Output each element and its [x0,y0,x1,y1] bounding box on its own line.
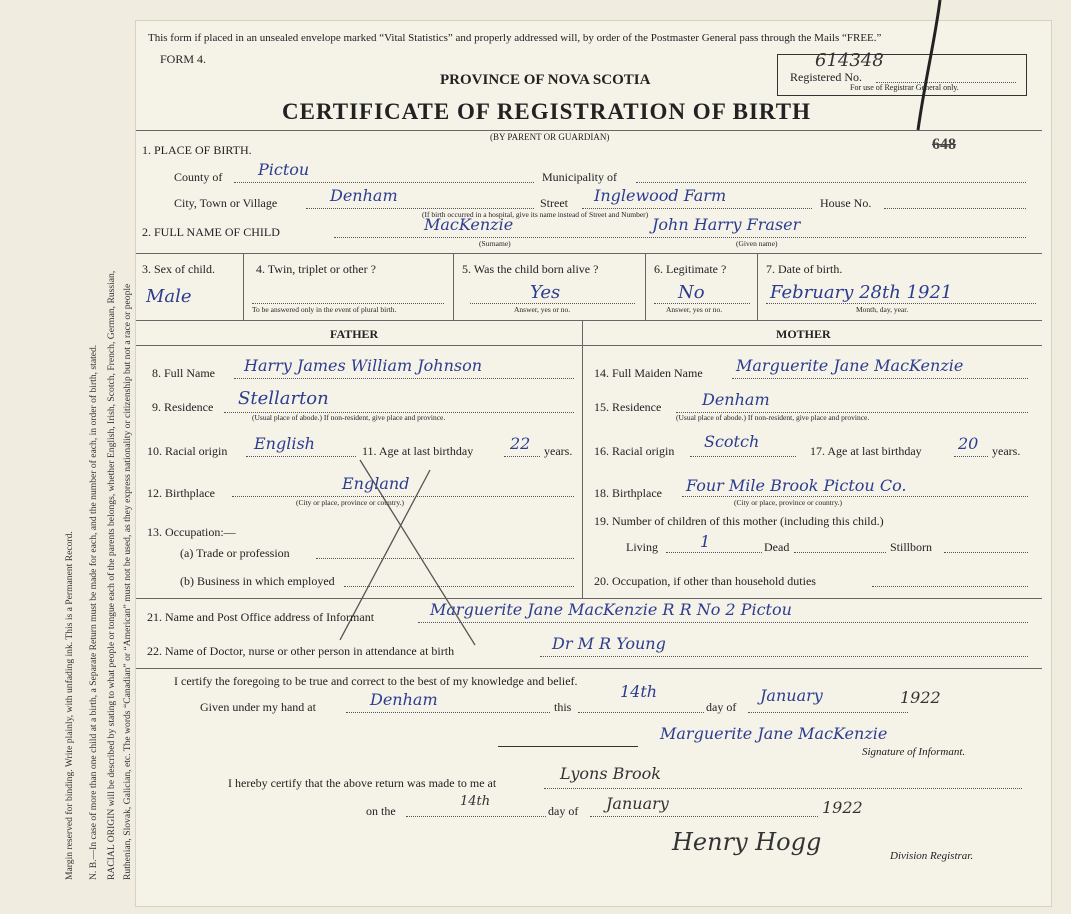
sex-value: Male [146,286,192,307]
this-label: this [554,700,572,714]
hospital-note: (If birth occurred in a hospital, give its name instead of Street and Number) [422,210,649,219]
registration-number: 614348 [815,50,884,71]
informant-signature: Marguerite Jane MacKenzie [660,724,888,743]
mother-name-label: 14. Full Maiden Name [594,366,703,380]
margin-line-4: Ruthenian, Slovak, Galician, etc. The words “Canadian” or “American” must not be used, as they express nationality or citizenship but not a race or people [122,283,133,880]
doctor-label: 22. Name of Doctor, nurse or other person in attendance at birth [147,644,455,658]
alive-value: Yes [530,282,561,303]
postal-notice: This form if placed in an unsealed envelope marked “Vital Statistics” and properly addressed will, by order of the Postmaster General pass through the Mails “FREE.” [148,32,882,44]
given-year-value: 1922 [900,688,941,707]
margin-line-1: Margin reserved for binding. Write plainly, with unfading ink. This is a Permanent Record. [64,531,75,880]
father-heading: FATHER [330,327,379,341]
reg-month-value: January [606,794,669,813]
on-the-label: on the [366,804,396,818]
informant-label: 21. Name and Post Office address of Informant [147,610,375,624]
father-racial-value: English [254,434,315,453]
father-residence-note: (Usual place of abode.) If non-resident, give place and province. [252,413,446,422]
house-label: House No. [820,196,872,210]
city-label: City, Town or Village [174,196,278,210]
signature-informant-label: Signature of Informant. [862,746,966,758]
father-birthplace-value: England [342,474,410,493]
father-racial-label: 10. Racial origin [147,444,228,458]
certify-text: I certify the foregoing to be true and correct to the best of my knowledge and belief. [174,674,578,688]
stillborn-label: Stillborn [890,540,933,554]
mother-name-value: Marguerite Jane MacKenzie [736,356,964,375]
margin-line-2: N. B.—In case of more than one child at a birth, a Separate Return must be made for each, and the number of each, in order of birth, stated. [88,344,99,880]
legitimate-label: 6. Legitimate ? [654,262,727,276]
twin-note: To be answered only in the event of plural birth. [252,305,397,314]
province-heading: PROVINCE OF NOVA SCOTIA [440,72,651,88]
mother-racial-label: 16. Racial origin [594,444,675,458]
county-value: Pictou [258,160,310,179]
mother-birthplace-note: (City or place, province or country.) [734,498,843,507]
mother-heading: MOTHER [776,327,831,341]
legitimate-value: No [678,282,705,303]
pen-stroke-mark [900,0,950,140]
given-day-value: 14th [620,682,658,701]
dob-value: February 28th 1921 [770,282,953,303]
children-label: 19. Number of children of this mother (including this child.) [594,514,884,528]
mother-years-label: years. [992,444,1021,458]
city-value: Denham [330,186,398,205]
mother-residence-label: 15. Residence [594,400,662,414]
county-label: County of [174,170,223,184]
reg-day-value: 14th [460,794,491,809]
alive-label: 5. Was the child born alive ? [462,262,599,276]
twin-label: 4. Twin, triplet or other ? [256,262,376,276]
dob-note: Month, day, year. [856,305,909,314]
given-under-label: Given under my hand at [200,700,316,714]
father-name-label: 8. Full Name [152,366,215,380]
place-of-birth-label: 1. PLACE OF BIRTH. [142,143,252,157]
surname-note: (Surname) [479,239,511,248]
living-label: Living [626,540,658,554]
living-value: 1 [700,532,711,551]
full-name-child-label: 2. FULL NAME OF CHILD [142,225,280,239]
sex-label: 3. Sex of child. [142,262,215,276]
municipality-label: Municipality of [542,170,617,184]
informant-value: Marguerite Jane MacKenzie R R No 2 Pictou [430,600,792,619]
given-note: (Given name) [736,239,778,248]
father-name-value: Harry James William Johnson [244,356,483,375]
hereby-label: I hereby certify that the above return was made to me at [228,776,497,790]
registered-label: Registered No. [790,70,862,84]
mother-occupation-label: 20. Occupation, if other than household duties [594,574,816,588]
business-label: (b) Business in which employed [180,574,335,588]
mother-residence-value: Denham [702,390,770,409]
registrar-note: For use of Registrar General only. [850,83,959,92]
reg-year-value: 1922 [822,798,863,817]
legitimate-note: Answer, yes or no. [666,305,723,314]
dob-label: 7. Date of birth. [766,262,843,276]
occupation-label: 13. Occupation:— [147,525,236,539]
street-label: Street [540,196,568,210]
registered-at-value: Lyons Brook [560,764,661,783]
father-birthplace-label: 12. Birthplace [147,486,215,500]
division-registrar-label: Division Registrar. [890,850,974,862]
page-subtitle: (BY PARENT OR GUARDIAN) [490,132,610,142]
father-birthplace-note: (City or place, province or country.) [296,498,405,507]
father-residence-value: Stellarton [238,388,329,409]
father-years-label: years. [544,444,573,458]
child-given-name: John Harry Fraser [652,215,801,234]
given-at-value: Denham [370,690,438,709]
mother-age-value: 20 [958,434,979,453]
day-of-label: day of [706,700,737,714]
child-surname: MacKenzie [424,215,514,234]
mother-residence-note: (Usual place of abode.) If non-resident, give place and province. [676,413,870,422]
registrar-signature: Henry Hogg [672,828,822,856]
trade-label: (a) Trade or profession [180,546,290,560]
street-value: Inglewood Farm [594,186,727,205]
mother-age-label: 17. Age at last birthday [810,444,922,458]
mother-birthplace-label: 18. Birthplace [594,486,662,500]
given-month-value: January [760,686,823,705]
father-age-value: 22 [510,434,531,453]
mother-racial-value: Scotch [704,432,760,451]
margin-line-3: RACIAL ORIGIN will be described by stating to what people or tongue each of the parents belongs, whether English, Irish, Scotch, French, German, Russian, [106,270,117,880]
struck-number: 648 [932,136,956,153]
day-of-2-label: day of [548,804,579,818]
mother-birthplace-value: Four Mile Brook Pictou Co. [686,476,907,495]
dead-label: Dead [764,540,790,554]
form-number: FORM 4. [160,52,207,66]
alive-note: Answer, yes or no. [514,305,571,314]
binding-margin [58,20,138,900]
father-residence-label: 9. Residence [152,400,214,414]
father-age-label: 11. Age at last birthday [362,444,474,458]
page-title: CERTIFICATE OF REGISTRATION OF BIRTH [282,99,811,124]
doctor-value: Dr M R Young [552,634,666,653]
